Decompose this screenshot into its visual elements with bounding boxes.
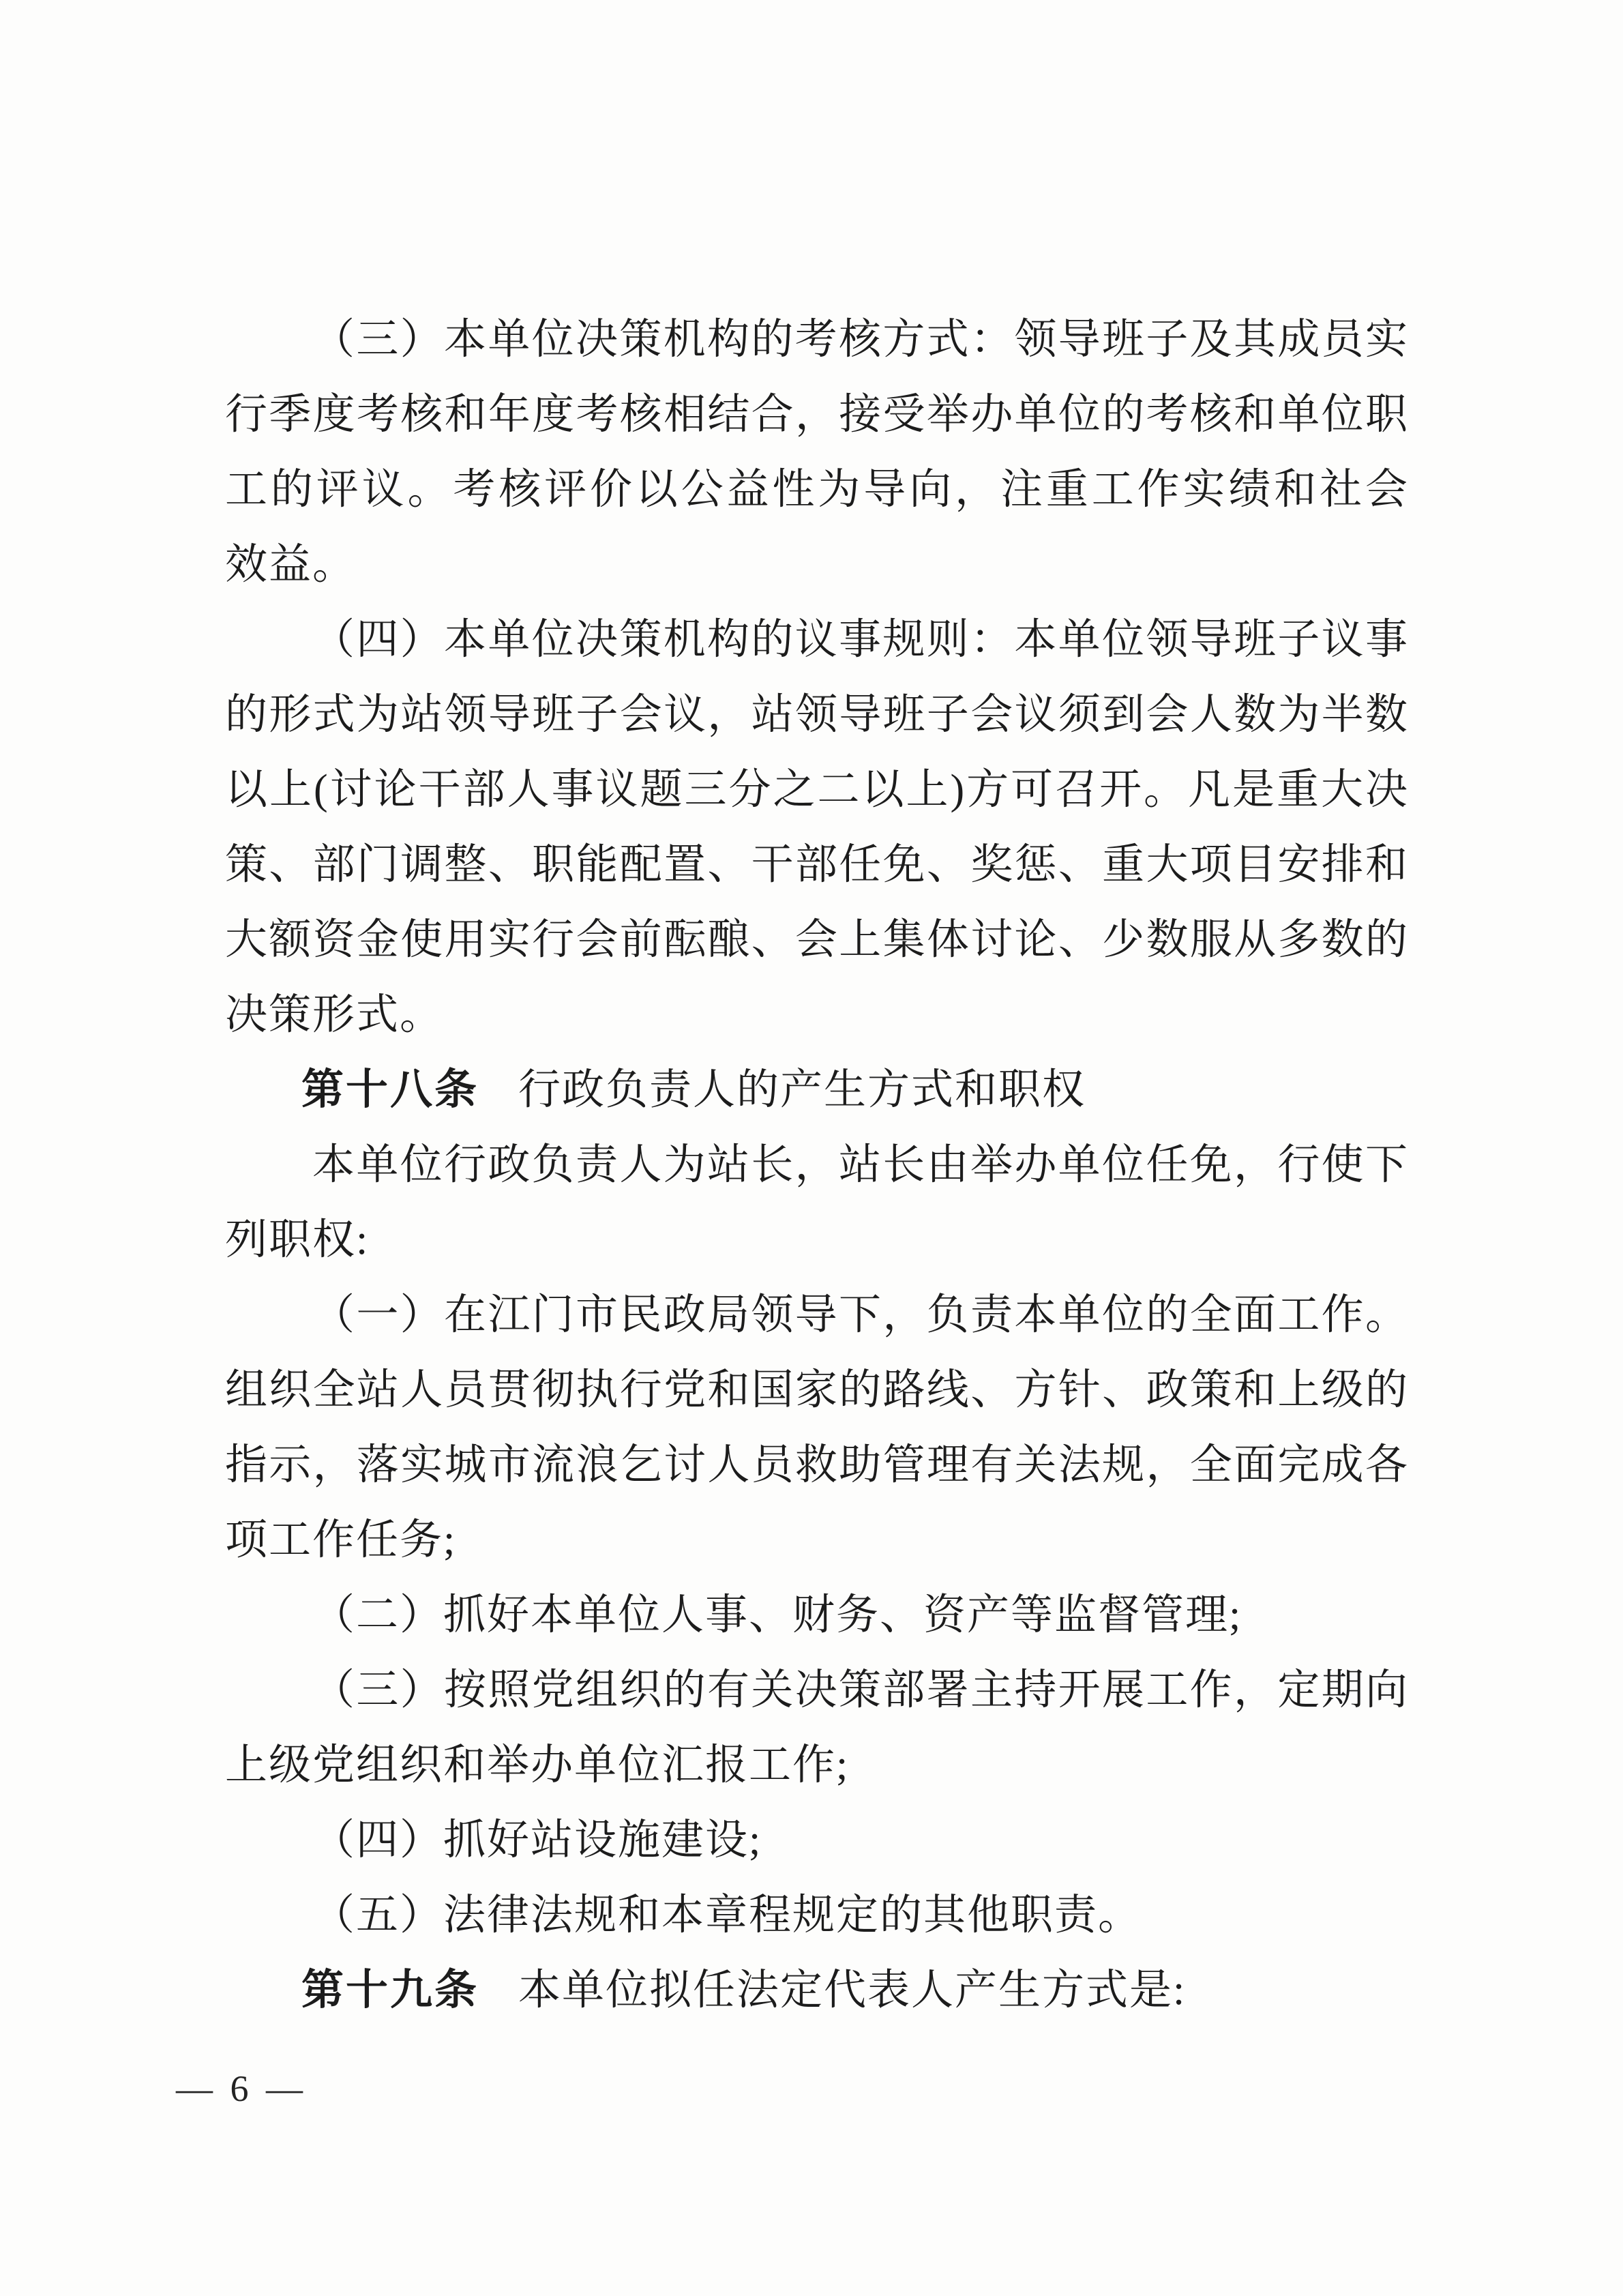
doc-line: 以上(讨论干部人事议题三分之二以上)方可召开。凡是重大决 xyxy=(225,767,1409,813)
article-title: 本单位拟任法定代表人产生方式是: xyxy=(518,1967,1187,2014)
doc-line: 决策形式。 xyxy=(225,992,444,1038)
doc-line: （一）在江门市民政局领导下，负责本单位的全面工作。 xyxy=(312,1292,1409,1338)
article-number: 第十九条 xyxy=(301,1967,479,2014)
doc-line: 列职权: xyxy=(225,1217,370,1263)
doc-line: 本单位行政负责人为站长，站长由举办单位任免，行使下 xyxy=(312,1142,1409,1188)
article-heading xyxy=(225,1953,1409,2028)
doc-line: （五）法律法规和本章程规定的其他职责。 xyxy=(312,1892,1142,1939)
article-heading xyxy=(225,1053,1409,1128)
doc-line: （三）按照党组织的有关决策部署主持开展工作，定期向 xyxy=(312,1667,1409,1713)
doc-line: 效益。 xyxy=(225,542,357,588)
doc-line: 上级党组织和举办单位汇报工作; xyxy=(225,1742,850,1789)
doc-line: （四）本单位决策机构的议事规则：本单位领导班子议事 xyxy=(312,617,1409,663)
doc-line: 项工作任务; xyxy=(225,1517,457,1563)
doc-line: 大额资金使用实行会前酝酿、会上集体讨论、少数服从多数的 xyxy=(225,917,1409,963)
article-number: 第十八条 xyxy=(301,1066,479,1113)
doc-line: 的形式为站领导班子会议，站领导班子会议须到会人数为半数 xyxy=(225,692,1409,738)
doc-line: 工的评议。考核评价以公益性为导向，注重工作实绩和社会 xyxy=(225,467,1409,513)
doc-line: 指示，落实城市流浪乞讨人员救助管理有关法规，全面完成各 xyxy=(225,1442,1409,1488)
doc-line: （三）本单位决策机构的考核方式：领导班子及其成员实 xyxy=(312,317,1409,363)
doc-line: （二）抓好本单位人事、财务、资产等监督管理; xyxy=(312,1592,1242,1638)
doc-line: 组织全站人员贯彻执行党和国家的路线、方针、政策和上级的 xyxy=(225,1367,1409,1413)
doc-line: （四）抓好站设施建设; xyxy=(312,1817,762,1864)
article-title: 行政负责人的产生方式和职权 xyxy=(518,1067,1086,1113)
doc-line: 行季度考核和年度考核相结合，接受举办单位的考核和单位职 xyxy=(225,392,1409,438)
page-number: — 6 — xyxy=(176,2068,307,2109)
document-body xyxy=(225,302,1409,2028)
doc-line: 策、部门调整、职能配置、干部任免、奖惩、重大项目安排和 xyxy=(225,842,1409,888)
